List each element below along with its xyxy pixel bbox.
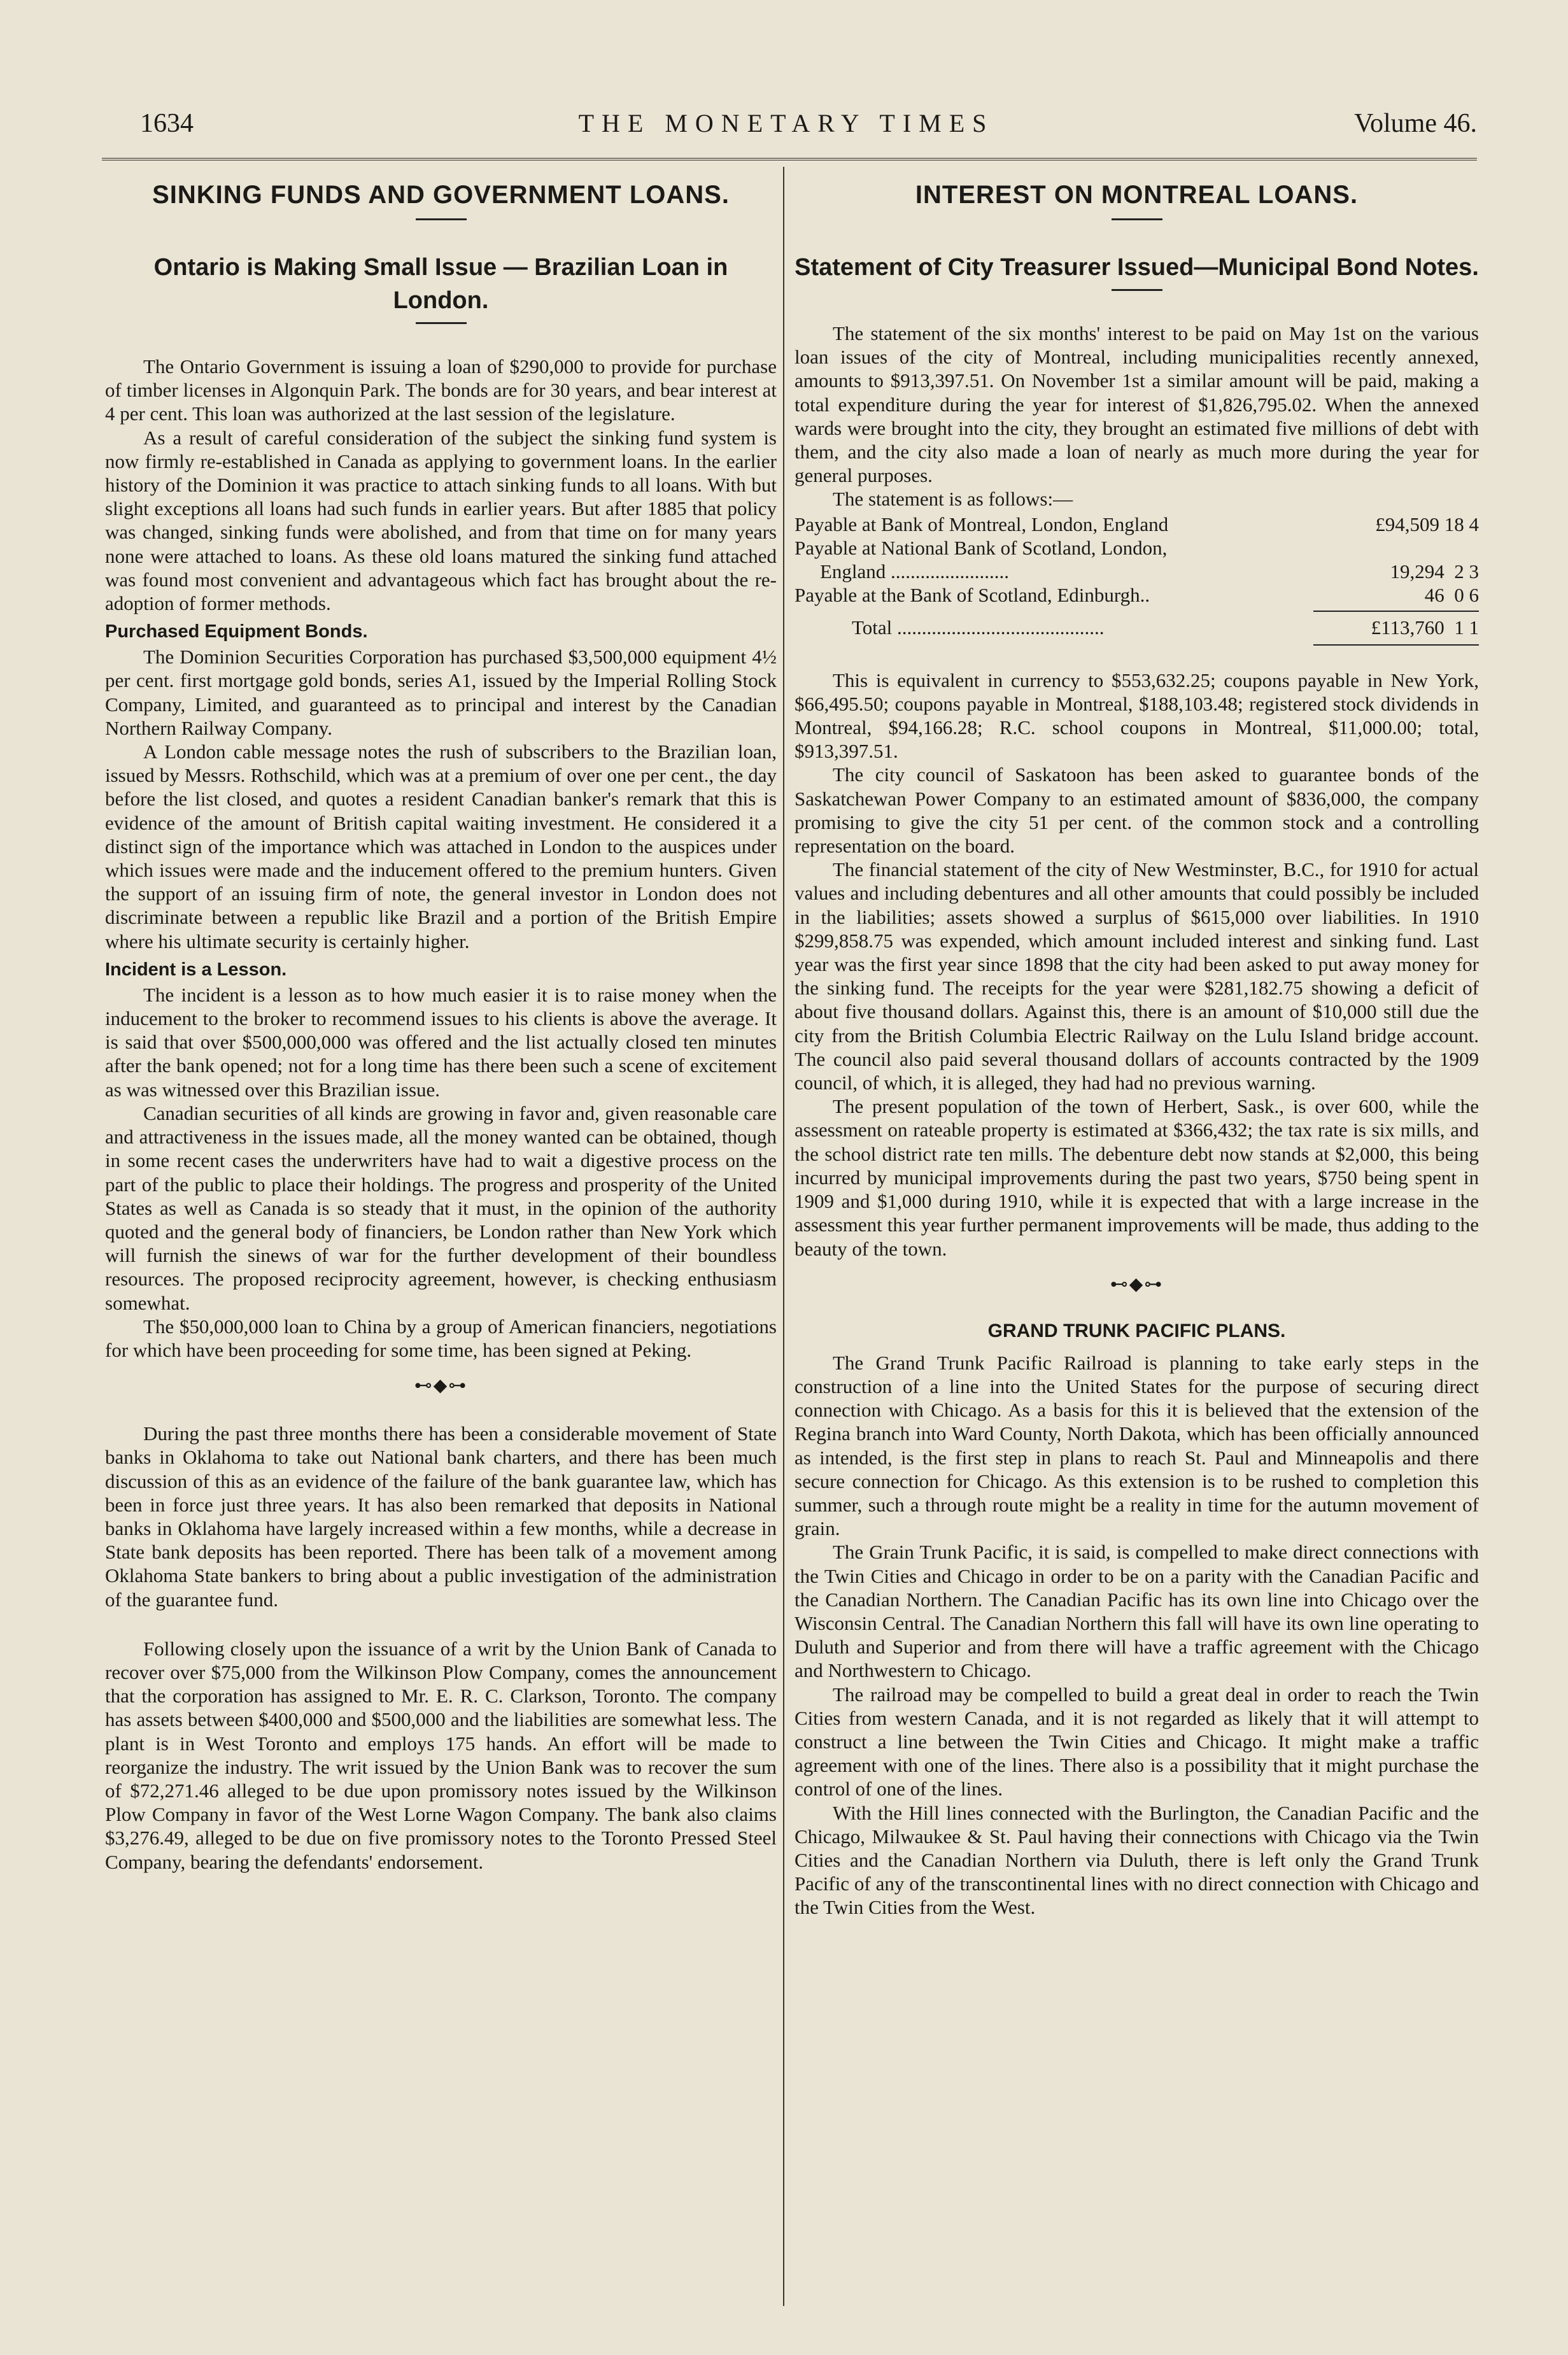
page-header (95, 108, 1477, 146)
paragraph: The Grand Trunk Pacific Railroad is planning to take early steps in the construction of a line into the United States for the purpose of securing direct connection with Chicago. As a basis for this it is believed that the extension of the Regina branch into Ward County, North Dakota, which has been officially announced as intended, is the first step in plans to reach St. Paul and Minneapolis and there secure connection for Chicago. As this extension is to be rushed to completion this summer, such a through route might be a reality in time for the autumn movement of grain. (795, 1351, 1479, 1540)
table-row (795, 560, 1479, 583)
paragraph: The $50,000,000 loan to China by a group of American financiers, negotiations for which have been proceeding for some time, has been signed at Peking. (105, 1315, 777, 1361)
table-row-label: Payable at the Bank of Scotland, Edinburgh.. (795, 583, 1150, 606)
table-row-label: England ........................ (820, 560, 1010, 583)
table-total-amount: £113,760 1 1 (1371, 616, 1479, 639)
table-row-label: Payable at Bank of Montreal, London, England (795, 513, 1169, 535)
table-row-amount: 46 0 6 (1424, 583, 1479, 606)
table-total-row (795, 616, 1479, 639)
volume-label: Volume 46. (1354, 109, 1477, 138)
paragraph: The financial statement of the city of New Westminster, B.C., for 1910 for actual values and including debentures and all other amounts that could possibly be included in the liabilities; assets showed a surplus of $615,000 over liabilities. In 1910 $299,858.75 was expended, which amount included interest and sinking fund. Last year was the first year since 1898 that the city had been asked to put away money for the sinking fund. The receipts for the year were $281,182.75 showing a deficit of about five thousand dollars. Against this, there is an amount of $10,000 still due the city from the British Columbia Electric Railway on the Lulu Island bridge account. The council also paid several thousand dollars of accounts contracted by the 1909 council, of which, it is alleged, they had had no previous warning. (795, 858, 1479, 1094)
table-row (795, 513, 1479, 536)
section-heading: Purchased Equipment Bonds. (105, 621, 368, 642)
article-subhead: Statement of City Treasurer Issued—Municipal Bond Notes. (795, 254, 1479, 281)
table-row (795, 583, 1479, 607)
table-row (795, 536, 1479, 560)
interest-table (795, 513, 1479, 646)
paragraph: Canadian securities of all kinds are growing in favor and, given reasonable care and attractiveness in the issues made, all the money wanted can be obtained, though in some recent cases the underwriters have had to wait a digestive process on the part of the public to place their holdings. The progress and prosperity of the United States as well as Canada is so steady that it must, in the opinion of the authority quoted and the general body of financiers, be London rather than New York which will furnish the sinews of war for the further development of their boundless resources. The proposed reciprocity agreement, however, is checking enthusiasm somewhat. (105, 1101, 777, 1314)
headline-rule (1112, 218, 1162, 220)
total-rule (1313, 644, 1479, 646)
paragraph: A London cable message notes the rush of subscribers to the Brazilian loan, issued by Messrs. Rothschild, which was at a premium of over one per cent., the day before the list closed, and quotes a resident Canadian banker's remark that this is evidence of the amount of British capital waiting investment. He considered it a distinct sign of the importance which was attached in London to the auspices under which issues were made and the inducement offered to the premium hunters. Given the support of an issuing firm of note, the general investor in London does not discriminate between a republic like Brazil and a portion of the British Empire where his ultimate security is certainly higher. (105, 740, 777, 952)
subhead-rule (416, 322, 467, 324)
paragraph: The present population of the town of Herbert, Sask., is over 600, while the assessment on rateable property is estimated at $366,432; the tax rate is six mills, and the school district rate ten mills. The debenture debt now stands at $2,000, this being incurred by municipal improvements during the past two years, $750 being spent in 1909 and $1,000 during 1910, while it is expected that with a large increase in the assessment this year further permanent improvements will be made, thus adding to the beauty of the town. (795, 1095, 1479, 1260)
paragraph: The statement is as follows:— (833, 488, 1073, 511)
paragraph: This is equivalent in currency to $553,632.25; coupons payable in New York, $66,495.50; coupons payable in Montreal, $188,103.48; registered stock dividends in Montreal, $94,166.28; R.C. school coupons in Montreal, $11,000.00; total, $913,397.51. (795, 668, 1479, 763)
column-divider (783, 167, 784, 2306)
paragraph: The Grain Trunk Pacific, it is said, is compelled to make direct connections with the Twin Cities and Chicago in order to be on a parity with the Canadian Pacific and the Canadian Northern. The Canadian Pacific has its own line into Chicago over the Wisconsin Central. The Canadian Northern this fall will have its own line operating to Duluth and Superior and from there will have a traffic agreement with the Chicago and Northwestern to Chicago. (795, 1541, 1479, 1682)
ornament-divider: ⊷◆⊶ (414, 1376, 468, 1396)
article-subhead: Ontario is Making Small Issue — Brazilian Loan in London. (153, 254, 728, 314)
table-row-label: Payable at National Bank of Scotland, London, (795, 536, 1168, 559)
article-headline: GRAND TRUNK PACIFIC PLANS. (987, 1320, 1286, 1341)
table-row-amount: 19,294 2 3 (1390, 560, 1479, 583)
page-number: 1634 (140, 109, 194, 138)
table-total-label: Total .......................................... (852, 616, 1105, 639)
paragraph: As a result of careful consideration of the subject the sinking fund system is now firmly re-established in Canada as applying to government loans. In the earlier history of the Dominion it was practice to attach sinking funds to all loans. With but slight exceptions all loans had such funds in earlier years. But after 1885 that policy was changed, sinking funds were abolished, and from that time on for many years none were attached to loans. As these old loans matured the sinking fund attached was found most convenient and advantageous which fact has brought about the re-adoption of former methods. (105, 426, 777, 615)
paragraph: Following closely upon the issuance of a writ by the Union Bank of Canada to recover over $75,000 from the Wilkinson Plow Company, comes the announcement that the corporation has assigned to Mr. E. R. C. Clarkson, Toronto. The company has assets between $400,000 and $500,000 and the liabilities are somewhat less. The plant is in West Toronto and employs 175 hands. An effort will be made to reorganize the industry. The writ issued by the Union Bank was to recover the sum of $72,271.46 alleged to be due upon promissory notes issued by the Wilkinson Plow Company in favor of the West Lorne Wagon Company. The bank also claims $3,276.49, alleged to be due on five promissory notes to the Toronto Pressed Steel Company, bearing the defendants' endorsement. (105, 1637, 777, 1873)
paragraph: The Ontario Government is issuing a loan of $290,000 to provide for purchase of timber licenses in Algonquin Park. The bonds are for 30 years, and bear interest at 4 per cent. This loan was authorized at the last session of the legislature. (105, 355, 777, 425)
ornament-divider: ⊷◆⊶ (1110, 1274, 1164, 1294)
header-rule (102, 158, 1477, 160)
sum-rule (1313, 611, 1479, 612)
paragraph: The Dominion Securities Corporation has purchased $3,500,000 equipment 4½ per cent. first mortgage gold bonds, series A1, issued by the Imperial Rolling Stock Company, Limited, and guaranteed as to principal and interest by the Canadian Northern Railway Company. (105, 646, 777, 739)
article-headline: SINKING FUNDS AND GOVERNMENT LOANS. (152, 181, 730, 209)
paragraph: During the past three months there has been a considerable movement of State banks in Oklahoma to take out National bank charters, and there has been much discussion of this as an evidence of the failure of the bank guarantee law, which has been in force just three years. It has also been remarked that deposits in National banks in Oklahoma have largely increased within a few months, while a decrease in State bank deposits has been reported. There has been talk of a movement among Oklahoma State bankers to bring about a public investigation of the administration of the guarantee fund. (105, 1422, 777, 1611)
subhead-rule (1112, 289, 1162, 291)
paragraph: With the Hill lines connected with the Burlington, the Canadian Pacific and the Chicago, Milwaukee & St. Paul having their connections with Chicago via the Twin Cities and the Canadian Northern via Duluth, there is left only the Grand Trunk Pacific of any of the transcontinental lines with no direct connection with Chicago and the Twin Cities from the West. (795, 1801, 1479, 1919)
paragraph: The railroad may be compelled to build a great deal in order to reach the Twin Cities from western Canada, and it is not regarded as likely that it will attempt to construct a line between the Twin Cities and Chicago. It might make a traffic agreement with one of the lines. There also is a possibility that it might purchase the control of one of the lines. (795, 1683, 1479, 1800)
right-column (795, 172, 1479, 1920)
publication-title: THE MONETARY TIMES (578, 109, 994, 138)
paragraph: The city council of Saskatoon has been asked to guarantee bonds of the Saskatchewan Power Company to an estimated amount of $836,000, the company promising to give the city 51 per cent. of the common stock and a controlling representation on the board. (795, 763, 1479, 858)
paragraph: The incident is a lesson as to how much easier it is to raise money when the inducement to the broker to recommend issues to his clients is above the average. It is said that over $500,000,000 was offered and the list actually closed ten minutes after the bank opened; not for a long time has there been such a scene of excitement as was witnessed over this Brazilian issue. (105, 983, 777, 1101)
section-heading: Incident is a Lesson. (105, 959, 287, 980)
paragraph: The statement of the six months' interest to be paid on May 1st on the various loan issues of the city of Montreal, including municipalities recently annexed, amounts to $913,397.51. On November 1st a similar amount will be paid, making a total expenditure during the year for interest of $1,826,795.02. When the annexed wards were brought into the city, they brought an estimated five millions of debt with them, and the city also made a loan of nearly as much more during the year for general purposes. (795, 322, 1479, 487)
left-column (105, 172, 777, 1874)
table-row-amount: £94,509 18 4 (1375, 513, 1479, 535)
headline-rule (416, 218, 467, 220)
article-headline: INTEREST ON MONTREAL LOANS. (915, 181, 1359, 209)
paragraph-gap (105, 1611, 777, 1637)
